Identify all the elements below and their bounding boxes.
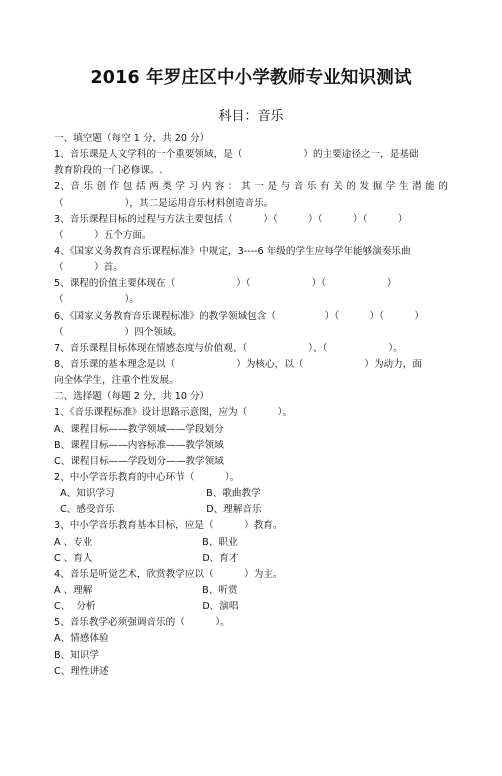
question-line: 5、音乐教学必须强调音乐的（ ）。 [54,617,230,629]
option-line: C、感受音乐 D、理解音乐 [54,504,262,516]
question-line: （ ）。 [54,294,139,306]
option-line: B、知识学 [54,649,99,661]
question-line: 2、中小学音乐教育的中心环节（ ）。 [54,471,240,483]
option-line: C、理性讲述 [54,665,109,677]
document-title: 2016 年罗庄区中小学教师专业知识测试 [90,68,412,88]
question-line: 4、《国家义务教育音乐课程标准》中规定，3----6 年级的学生应每学年能够演奏乐曲 [54,245,411,257]
question-line: （ ）五个方面。 [54,229,152,241]
option-line: A 、专业 B、职业 [54,536,238,548]
question-line: 5、课程的价值主要体现在（ ）（ ）（ ） [54,278,397,290]
document-page [0,68,502,776]
option-line: C、课程目标——学段划分——教学领域 [54,455,224,467]
subject-heading: 科目：音乐 [218,109,284,124]
question-line: （ ）首。 [54,262,123,274]
question-line: 1、音乐课是人文学科的一个重要领域，是（ ）的主要途径之一，是基础 [54,149,419,161]
option-line: A、课程目标——教学领域——学段划分 [54,423,224,435]
question-line: 7、音乐课程目标体现在情感态度与价值观、（ ）、（ ）。 [54,342,403,354]
question-line: （ ），其二是运用音乐材料创造音乐。 [54,197,274,209]
question-line: 1、《音乐课程标准》设计思路示意图，应为（ ）。 [54,407,293,419]
option-line: C、 分析 D、演唱 [54,601,239,613]
option-line: A、情感体验 [54,633,109,645]
section-heading-multiple-choice: 二、选择题（每题 2 分，共 10 分） [54,391,210,403]
question-line: 3、音乐课程目标的过程与方法主要包括（ ）（ ）（ ）（ ） [54,213,408,225]
question-line: 8、音乐课的基本理念是以（ ）为核心，以（ ）为动力，面 [54,358,422,370]
question-body [54,131,448,680]
section-heading-fill-blank: 一、填空题（每空 1 分，共 20 分） [54,133,210,144]
question-line: 4、音乐是听觉艺术，欣赏教学应以（ ）为主。 [54,568,283,580]
option-line: A 、理解 B、听赏 [54,584,238,596]
question-line: （ ）四个领域。 [54,326,183,338]
question-line: 教育阶段的一门必修课。. [54,165,163,177]
option-line: B、课程目标——内容标准——教学领域 [54,439,224,451]
question-line: 向全体学生，注重个性发展。 [54,375,179,387]
option-line: A、知识学习 B、歌曲教学 [54,488,261,500]
question-line: 6、《国家义务教育音乐课程标准》的教学领域包含（ ）（ ）（ ） [54,310,425,322]
option-line: C 、育人 D、育才 [54,552,239,564]
question-line: 3、中小学音乐教育基本目标，应是（ ）教育。 [54,520,283,532]
question-line: 2、音 乐 创 作 包 括 两 类 学 习 内 容 ： 其 一 是 与 音 乐 有 关 的 发 掘 学 生 潜 能 的 [54,181,448,193]
